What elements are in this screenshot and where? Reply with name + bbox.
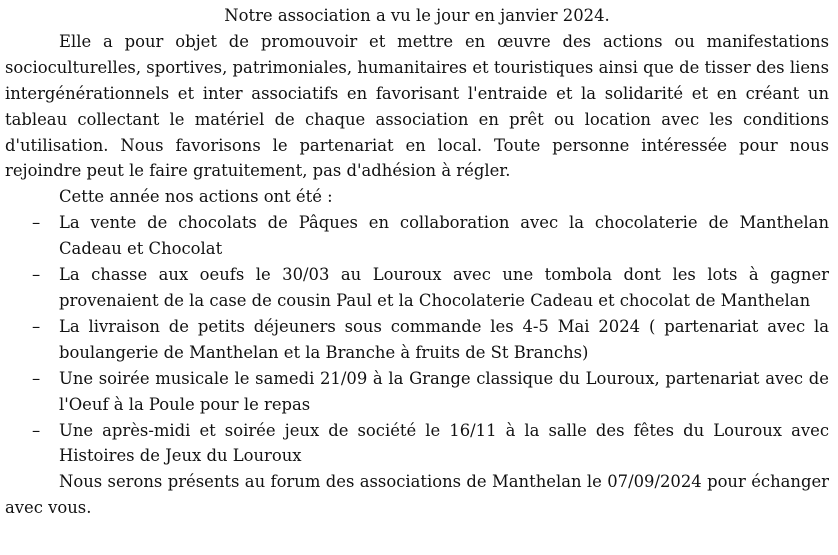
- dash-bullet-icon: –: [32, 265, 41, 285]
- dash-bullet-icon: –: [32, 368, 41, 388]
- list-item: [5, 210, 829, 262]
- closing-paragraph: Nous serons présents au forum des associations de Manthelan le 07/09/2024 pour échanger avec vous.: [5, 472, 829, 518]
- list-item: [5, 366, 829, 418]
- list-item: [5, 314, 829, 366]
- list-item: [5, 418, 829, 470]
- purpose-paragraph: Elle a pour objet de promouvoir et mettre en œuvre des actions ou manifestations socioculturelles, sportives, patrimoniales, humanitaires et touristiques ainsi que de tisser des liens intergénérationnels et inter associatifs en favorisant l'entraide et la solidarité et en créant un tableau collectant le matériel de chaque association en prêt ou location avec les conditions d'utilisation. Nous favorisons le partenariat en local. Toute personne intéressée pour nous rejoindre peut le faire gratuitement, pas d'adhésion à régler.: [5, 31, 829, 181]
- list-item: [5, 262, 829, 314]
- action-text: Une soirée musicale le samedi 21/09 à la Grange classique du Louroux, partenariat avec de l'Oeuf à la Poule pour le repas: [59, 368, 829, 414]
- action-text: La livraison de petits déjeuners sous commande les 4-5 Mai 2024 ( partenariat avec la boulangerie de Manthelan et la Branche à fruits de St Branchs): [59, 316, 829, 362]
- document-title: Notre association a vu le jour en janvier 2024.: [224, 6, 610, 25]
- dash-bullet-icon: –: [32, 316, 41, 336]
- action-text: La chasse aux oeufs le 30/03 au Louroux avec une tombola dont les lots à gagner provenaient de la case de cousin Paul et la Chocolaterie Cadeau et chocolat de Manthelan: [59, 265, 829, 310]
- dash-bullet-icon: –: [32, 420, 41, 440]
- dash-bullet-icon: –: [32, 213, 41, 233]
- actions-intro: Cette année nos actions ont été :: [59, 187, 333, 207]
- action-text: Une après-midi et soirée jeux de société le 16/11 à la salle des fêtes du Louroux avec Histoires de Jeux du Louroux: [59, 420, 829, 466]
- actions-list: [5, 210, 829, 469]
- action-text: La vente de chocolats de Pâques en collaboration avec la chocolaterie de Manthelan Cadeau et Chocolat: [59, 213, 829, 259]
